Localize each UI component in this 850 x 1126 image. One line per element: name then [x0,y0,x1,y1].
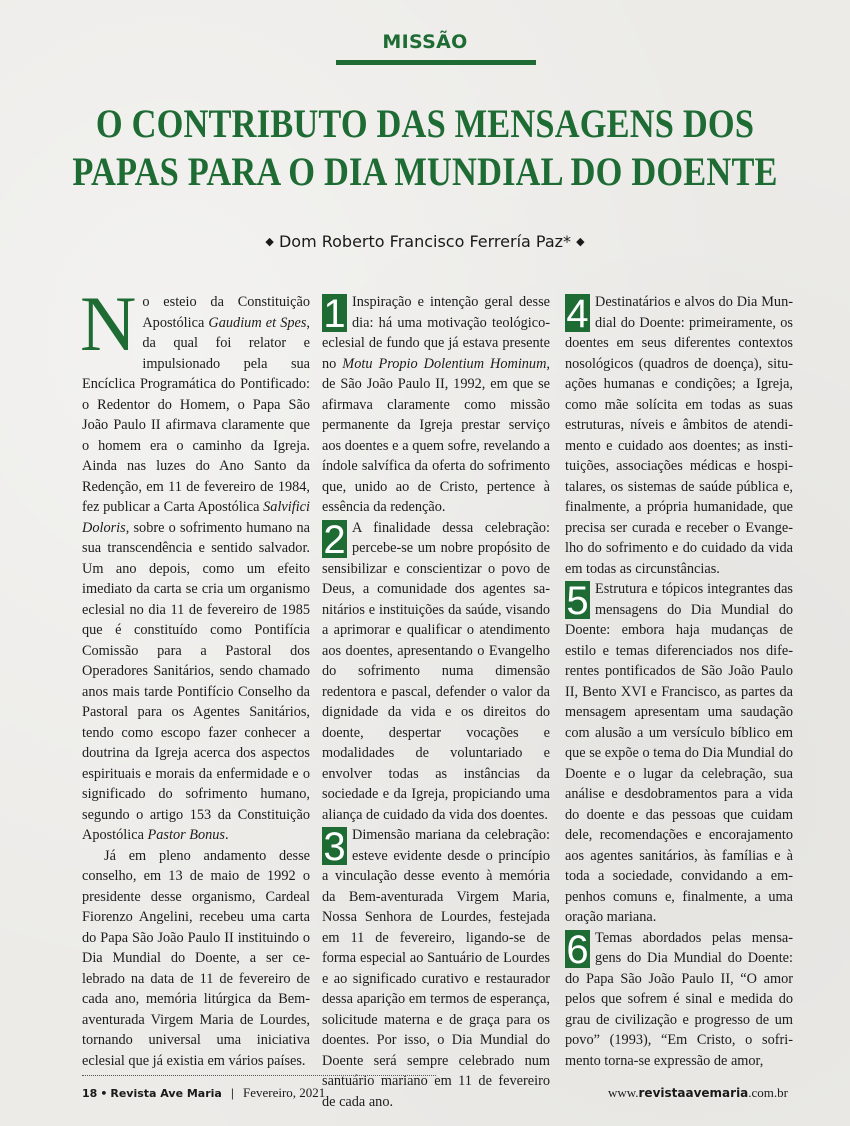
footer-divider [82,1075,436,1076]
number-badge: 6 [566,929,589,968]
italic-title: Salvifici Doloris [82,499,310,536]
title-line-2: PAPAS PARA O DIA MUNDIAL DO DOENTE [72,149,778,194]
point-4 [565,292,793,579]
url-prefix: www. [607,1085,639,1100]
url-suffix: .com.br [748,1085,788,1100]
text: o esteio da Constituição Apostólica [142,294,310,331]
column-3 [565,292,793,1071]
text: Destinatários e alvos do Dia Mundial do Doente: primeiramente, os doentes em seus diferentes contextos nosológicos (quadros de doença), situações humanas e condições; a Igreja, como mãe solícita em todas as suas estruturas, níveis e âmbitos de atendimento e cuidado aos doentes; as instituições, associações médicas e hospitalares, os sistemas de saúde pública e, finalmente, a própria humanidade, que precisa ser curada e receber o Evangelho do sofrimento e do cuidado da vida em todas as circunstâncias. [565,294,793,577]
italic-title: Gaudium et Spes [208,314,307,331]
intro-paragraph-1 [80,280,310,846]
italic-title: Pastor Bonus [147,827,225,843]
footer-folio [82,1085,325,1101]
magazine-name: Revista Ave Maria [110,1087,222,1100]
author-name: Dom Roberto Francisco Ferrería Paz* [278,232,572,251]
number-badge: 3 [323,827,346,865]
diamond-ornament-icon: ◆ [576,235,585,248]
section-rule [336,60,536,65]
byline [0,232,850,251]
point-1 [322,292,550,518]
italic-title: Motu Propio Dolentium Hominum [342,355,547,372]
number-badge: 2 [323,519,346,558]
column-1 [80,280,310,1071]
point-5 [565,579,793,928]
column-2 [322,292,550,1112]
text: , da qual foi relator e impulsionado pela sua Encíclica Programática do Pontificado: o Redentor do Homem, o Papa São João Paulo II afirmava claramente que o homem era o caminho da Igreja. Ainda nas luzes do Ano Santo da Redenção, em 11 de fevereiro de 1984, fez publicar a Carta Apostólica [82,314,310,515]
number-badge: 5 [566,581,589,619]
issue-date: Fevereiro, 2021 [242,1085,326,1100]
section-label: MISSÃO [382,31,468,53]
text: Inspiração e intenção geral desse dia: há uma motivação teológico-eclesial de fundo que já estava presente no [322,294,550,372]
page-number: 18 [82,1087,98,1100]
text: , sobre o sofrimento humano na sua transcendência e sentido salvador. Um ano depois, como um efeito imediato da carta se cria um organismo eclesial no dia 11 de fevereiro de 1985 que é constituído como Pontifícia Comissão para a Pastoral dos Operadores Sanitários, sendo chamado anos mais tarde Pontifício Conselho da Pastoral para os Agentes Sanitários, tendo como escopo fazer conhecer a doutrina da Igreja acerca dos aspectos espirituais e morais da enfermidade e o significado do sofrimento humano, segundo o artigo 153 da Constituição Apostólica [82,519,310,843]
number-badge: 1 [323,294,346,332]
text: Temas abordados pelas mensagens do Dia Mundial do Doente: do Papa São João Paulo II, “O amor pelos que sofrem é sinal e medida do grau de civilização e progresso de um povo” (1993), “Em Cristo, o sofrimento torna-se expressão de amor, [565,929,793,1069]
text: A finalidade dessa celebração: percebe-se um nobre propósito de sensibilizar e conscientizar o povo de Deus, a comunidade dos agentes sanitários e instituições da saúde, visando a aprimorar e qualificar o atendimento aos doentes, apresentando o Evangelho do sofrimento numa dimensão redentora e pascal, defender o valor da dignidade da vida e os direitos do doente, despertar vocações e modalidades de voluntariado e envolver todas as instâncias da sociedade e da Igreja, propiciando uma aliança de cuidado da vida dos doentes. [322,519,550,823]
number-badge: 4 [566,294,589,332]
separator: | [230,1086,234,1100]
bullet: • [100,1087,108,1100]
title-line-1: O CONTRIBUTO DAS MENSAGENS DOS [95,101,755,146]
article-title [60,100,791,196]
website-link[interactable] [608,1085,788,1101]
point-2 [322,518,550,826]
url-domain: revistaavemaria [638,1086,749,1100]
text: Dimensão mariana da celebração: esteve evidente desde o princípio a vinculação desse evento à memória da Bem-aventurada Virgem Maria, Nossa Senhora de Lourdes, festejada em 11 de fevereiro, ligando-se de forma especial ao Santuário de Lourdes e ao significado curativo e restaurador dessa aparição em termos de esperança, solicitude materna e de graça para os doentes. Por isso, o Dia Mundial do Doente será sempre celebrado num santuário mariano em 11 de fevereiro de cada ano. [322,827,550,1110]
text: Estrutura e tópicos integrantes das mensagens do Dia Mundial do Doente: embora haja mudanças de estilo e temas diferenciados nos diferentes pontificados de São João Paulo II, Bento XVI e Francisco, as partes da mensagem apresentam uma saudação com alusão a um versículo bíblico em que se expõe o tema do Dia Mundial do Doente e o lugar da celebração, sua análise e desdobramentos para a vida do doente e das pessoas que cuidam dele, recomendações e encorajamento aos agentes sanitários, às famílias e à toda a sociedade, convidando a empenhos comuns e, finalmente, a uma oração mariana. [565,581,793,925]
point-3 [322,825,550,1112]
intro-paragraph-2: Já em pleno andamento desse conselho, em 13 de maio de 1992 o presidente desse organismo, Cardeal Fiorenzo Angelini, recebeu uma carta do Papa São João Paulo II instituindo o Dia Mundial do Doente, a ser celebrado na data de 11 de fevereiro de cada ano, memória litúrgica da Bem-aventurada Virgem Maria de Lourdes, tornando universal uma iniciativa eclesial que já existia em vários países. [82,847,310,1069]
diamond-ornament-icon: ◆ [265,235,274,248]
drop-cap: N [80,280,137,367]
text: , de São João Paulo II, 1992, em que se afirmava claramente como missão permanente da Igreja prestar serviço aos doentes e a quem sofre, revelando a índole salvífica da oferta do sofrimento que, unido ao de Cristo, pertence à essência da redenção. [322,355,550,515]
point-6 [565,928,793,1072]
text: . [224,827,229,843]
